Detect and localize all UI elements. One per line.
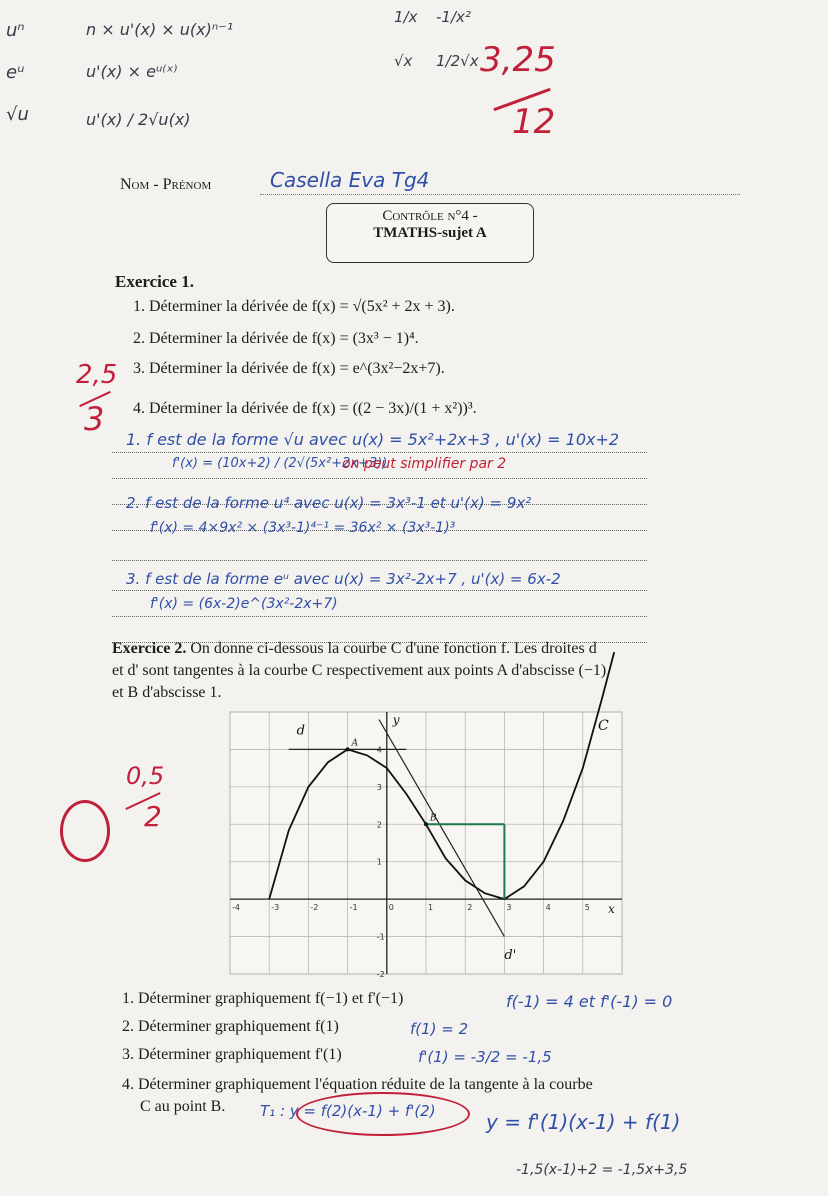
formula-deriv-3: u'(x) / 2√u(x) xyxy=(86,110,191,129)
exercise2-answer-4: T₁ : y = f(2)(x-1) + f'(2) xyxy=(260,1102,436,1120)
student-name: Casella Eva Tg4 xyxy=(270,168,430,192)
exercise1-answer-4: f'(x) = 4×9x² × (3x³-1)⁴⁻¹ = 36x² × (3x³-1)³ xyxy=(150,520,456,536)
exercise1-answer-5: 3. f est de la forme eᵘ avec u(x) = 3x²-2x+7 , u'(x) = 6x-2 xyxy=(126,570,561,588)
formula-func-5: √x xyxy=(394,52,413,70)
exercise1-answer-1: 1. f est de la forme √u avec u(x) = 5x²+2x+3 , u'(x) = 10x+2 xyxy=(126,430,620,449)
exercise2-item-2: 2. Déterminer graphiquement f(1) xyxy=(122,1018,339,1035)
y-tick-label: 2 xyxy=(376,820,382,830)
exercise2-item-3: 3. Déterminer graphiquement f'(1) xyxy=(122,1046,342,1063)
y-tick-label: 1 xyxy=(376,857,382,867)
name-field xyxy=(120,168,740,204)
formula-deriv-5: 1/2√x xyxy=(436,52,479,70)
y-tick-label: 3 xyxy=(376,782,382,792)
name-label: Nom - Prénom xyxy=(120,176,212,193)
exercise2-heading: Exercice 2. xyxy=(112,640,187,657)
exercise1-answer-3: 2. f est de la forme u⁴ avec u(x) = 3x³-1 et u'(x) = 9x² xyxy=(126,494,532,512)
x-tick-label: 2 xyxy=(467,903,473,913)
name-dotted-line xyxy=(260,194,740,195)
y-axis-label: y xyxy=(392,713,400,727)
exercise2-intro-line2: et d' sont tangentes à la courbe C respectivement aux points A d'abscisse (−1) xyxy=(112,662,607,679)
formula-func-4: 1/x xyxy=(394,8,418,26)
grade-score: 3,25 xyxy=(480,40,556,80)
formula-func-2: eᵘ xyxy=(6,62,25,83)
tangent-label-d-prime: d' xyxy=(504,948,517,964)
exercise2-item-1: 1. Déterminer graphiquement f(−1) et f'(−1) xyxy=(122,990,404,1007)
grade-total: 12 xyxy=(512,102,556,142)
tangent-label-d: d xyxy=(296,723,305,739)
exercise2-answer-6: -1,5(x-1)+2 = -1,5x+3,5 xyxy=(516,1162,688,1178)
exercise2-margin-total: 2 xyxy=(144,800,162,833)
answer-circle xyxy=(296,1092,470,1136)
y-tick-label: -1 xyxy=(376,932,385,942)
exam-title-line2: TMATHS-sujet A xyxy=(373,225,487,241)
point-B xyxy=(424,822,428,826)
exercise2-margin-score: 0,5 xyxy=(126,762,165,790)
exercise1-item-2: 2. Déterminer la dérivée de f(x) = (3x³ − 1)⁴. xyxy=(133,330,419,347)
formula-deriv-2: u'(x) × eᵘ⁽ˣ⁾ xyxy=(86,62,178,81)
x-tick-label: 1 xyxy=(428,903,434,913)
exercise2-item-5: C au point B. xyxy=(140,1098,226,1115)
exercise2-answer-3: f'(1) = -3/2 = -1,5 xyxy=(418,1048,552,1066)
exercise1-answer-6: f'(x) = (6x-2)e^(3x²-2x+7) xyxy=(150,596,338,612)
exercise1-item-1: 1. Déterminer la dérivée de f(x) = √(5x² + 2x + 3). xyxy=(133,298,455,315)
formula-deriv-4: -1/x² xyxy=(436,8,471,26)
scribble-circle xyxy=(60,800,110,862)
exercise2-intro xyxy=(112,638,762,704)
x-tick-label: -3 xyxy=(271,903,280,913)
exercise1-correction-note: on peut simplifier par 2 xyxy=(342,456,507,472)
formula-reminder xyxy=(6,20,336,150)
exercise1-item-4: 4. Déterminer la dérivée de f(x) = ((2 − 3x)/(1 + x²))³. xyxy=(133,400,477,417)
grade xyxy=(480,40,590,170)
x-tick-label: -1 xyxy=(349,903,358,913)
y-tick-label: 4 xyxy=(376,745,382,755)
exam-title-line1: Contrôle n°4 - xyxy=(382,208,478,224)
function-graph xyxy=(230,712,622,979)
point-label-B: B xyxy=(430,813,437,824)
exercise2-intro-line3: et B d'abscisse 1. xyxy=(112,684,222,701)
formula-deriv-1: n × u'(x) × u(x)ⁿ⁻¹ xyxy=(86,20,234,39)
x-tick-label: 4 xyxy=(545,903,551,913)
x-tick-label: -2 xyxy=(310,903,319,913)
curve-label: C xyxy=(598,718,609,734)
exercise2-answer-2: f(1) = 2 xyxy=(410,1020,469,1038)
point-A xyxy=(346,747,350,751)
x-tick-label: 0 xyxy=(388,903,394,913)
x-tick-label: 5 xyxy=(584,903,590,913)
exercise1-answer-2: f'(x) = (10x+2) / (2√(5x²+2x+3)) xyxy=(172,456,388,471)
exercise1-margin-total: 3 xyxy=(84,400,105,438)
exercise1-item-3: 3. Déterminer la dérivée de f(x) = e^(3x²−2x+7). xyxy=(133,360,445,377)
y-tick-label: -2 xyxy=(376,970,385,979)
exercise1-heading: Exercice 1. xyxy=(115,272,194,291)
exam-title-box xyxy=(326,203,534,263)
point-label-A: A xyxy=(351,738,359,749)
formula-func-3: √u xyxy=(6,104,29,125)
x-tick-label: -4 xyxy=(232,903,240,913)
exercise2-item-4: 4. Déterminer graphiquement l'équation réduite de la tangente à la courbe xyxy=(122,1076,593,1093)
graph-grid xyxy=(230,712,622,974)
exercise1-margin-score: 2,5 xyxy=(76,360,118,390)
exercise2-answer-1: f(-1) = 4 et f'(-1) = 0 xyxy=(506,992,673,1011)
exercise2-answer-5: y = f'(1)(x-1) + f(1) xyxy=(486,1110,681,1134)
exercise2-intro-line1: On donne ci-dessous la courbe C d'une fonction f. Les droites d xyxy=(190,640,597,657)
answer-line xyxy=(112,540,647,561)
formula-func-1: uⁿ xyxy=(6,20,25,41)
x-axis-label: x xyxy=(608,902,615,917)
x-tick-label: 3 xyxy=(506,903,512,913)
